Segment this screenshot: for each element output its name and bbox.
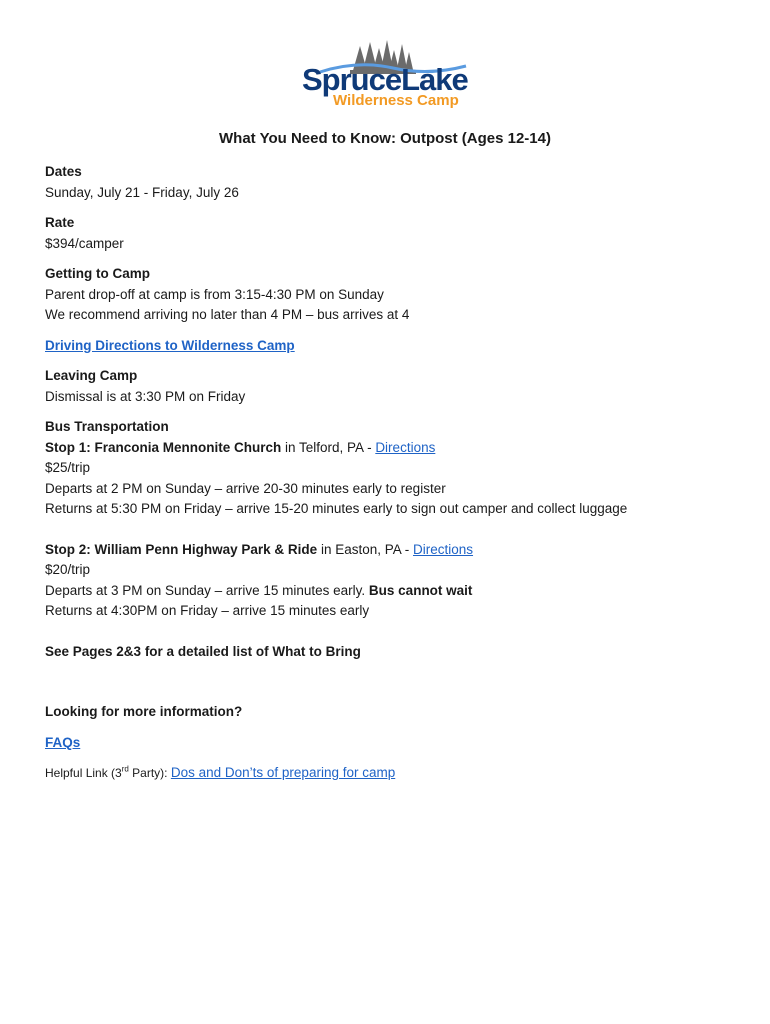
stop2-departs: Departs at 3 PM on Sunday – arrive 15 minutes early. (45, 582, 369, 598)
bus-heading: Bus Transportation (45, 419, 169, 434)
dates-heading: Dates (45, 164, 82, 179)
stop1-price: $25/trip (45, 460, 91, 475)
stop1-returns: Returns at 5:30 PM on Friday – arrive 15-20 minutes early to sign out camper and collect luggage (45, 501, 628, 516)
getting-heading: Getting to Camp (45, 266, 150, 281)
helpful-sup: rd (121, 764, 129, 774)
dates-value: Sunday, July 21 - Friday, July 26 (45, 184, 239, 200)
stop1-line (45, 438, 745, 459)
more-info-heading: Looking for more information? (45, 704, 243, 719)
page-title: What You Need to Know: Outpost (Ages 12-14) (219, 130, 551, 147)
logo-sub-text: Wilderness Camp (333, 92, 459, 109)
helpful-link-line (45, 763, 745, 784)
stop1-directions-link[interactable]: Directions (375, 439, 436, 455)
faqs-link[interactable]: FAQs (45, 734, 81, 750)
leaving-heading: Leaving Camp (45, 368, 138, 383)
stop2-departs-line (45, 581, 745, 602)
stop2-returns: Returns at 4:30PM on Friday – arrive 15 minutes early (45, 603, 370, 618)
logo-main-text: SpruceLake (302, 62, 468, 97)
stop2-price: $20/trip (45, 562, 91, 577)
document-body (45, 162, 745, 784)
rate-heading: Rate (45, 215, 75, 230)
stop2-location: in Easton, PA - (317, 541, 413, 557)
stop2-directions-link[interactable]: Directions (413, 541, 474, 557)
stop2-line (45, 540, 745, 561)
getting-line2: We recommend arriving no later than 4 PM – bus arrives at 4 (45, 307, 410, 322)
spruce-lake-logo (300, 40, 470, 112)
leaving-value: Dismissal is at 3:30 PM on Friday (45, 388, 246, 404)
driving-directions-link[interactable]: Driving Directions to Wilderness Camp (45, 337, 295, 353)
see-pages-note: See Pages 2&3 for a detailed list of What to Bring (45, 643, 361, 659)
rate-value: $394/camper (45, 235, 124, 251)
helpful-prefix: Helpful Link (3 (45, 766, 122, 780)
dos-donts-link[interactable]: Dos and Don’ts of preparing for camp (170, 765, 396, 780)
stop1-label: Stop 1: Franconia Mennonite Church (45, 439, 282, 455)
stop2-departs-bold: Bus cannot wait (368, 582, 473, 598)
stop2-label: Stop 2: William Penn Highway Park & Ride (45, 541, 318, 557)
getting-line1: Parent drop-off at camp is from 3:15-4:30 PM on Sunday (45, 286, 384, 302)
stop1-location: in Telford, PA - (281, 439, 376, 455)
stop1-departs: Departs at 2 PM on Sunday – arrive 20-30 minutes early to register (45, 480, 446, 496)
helpful-suffix: Party): (128, 766, 171, 780)
